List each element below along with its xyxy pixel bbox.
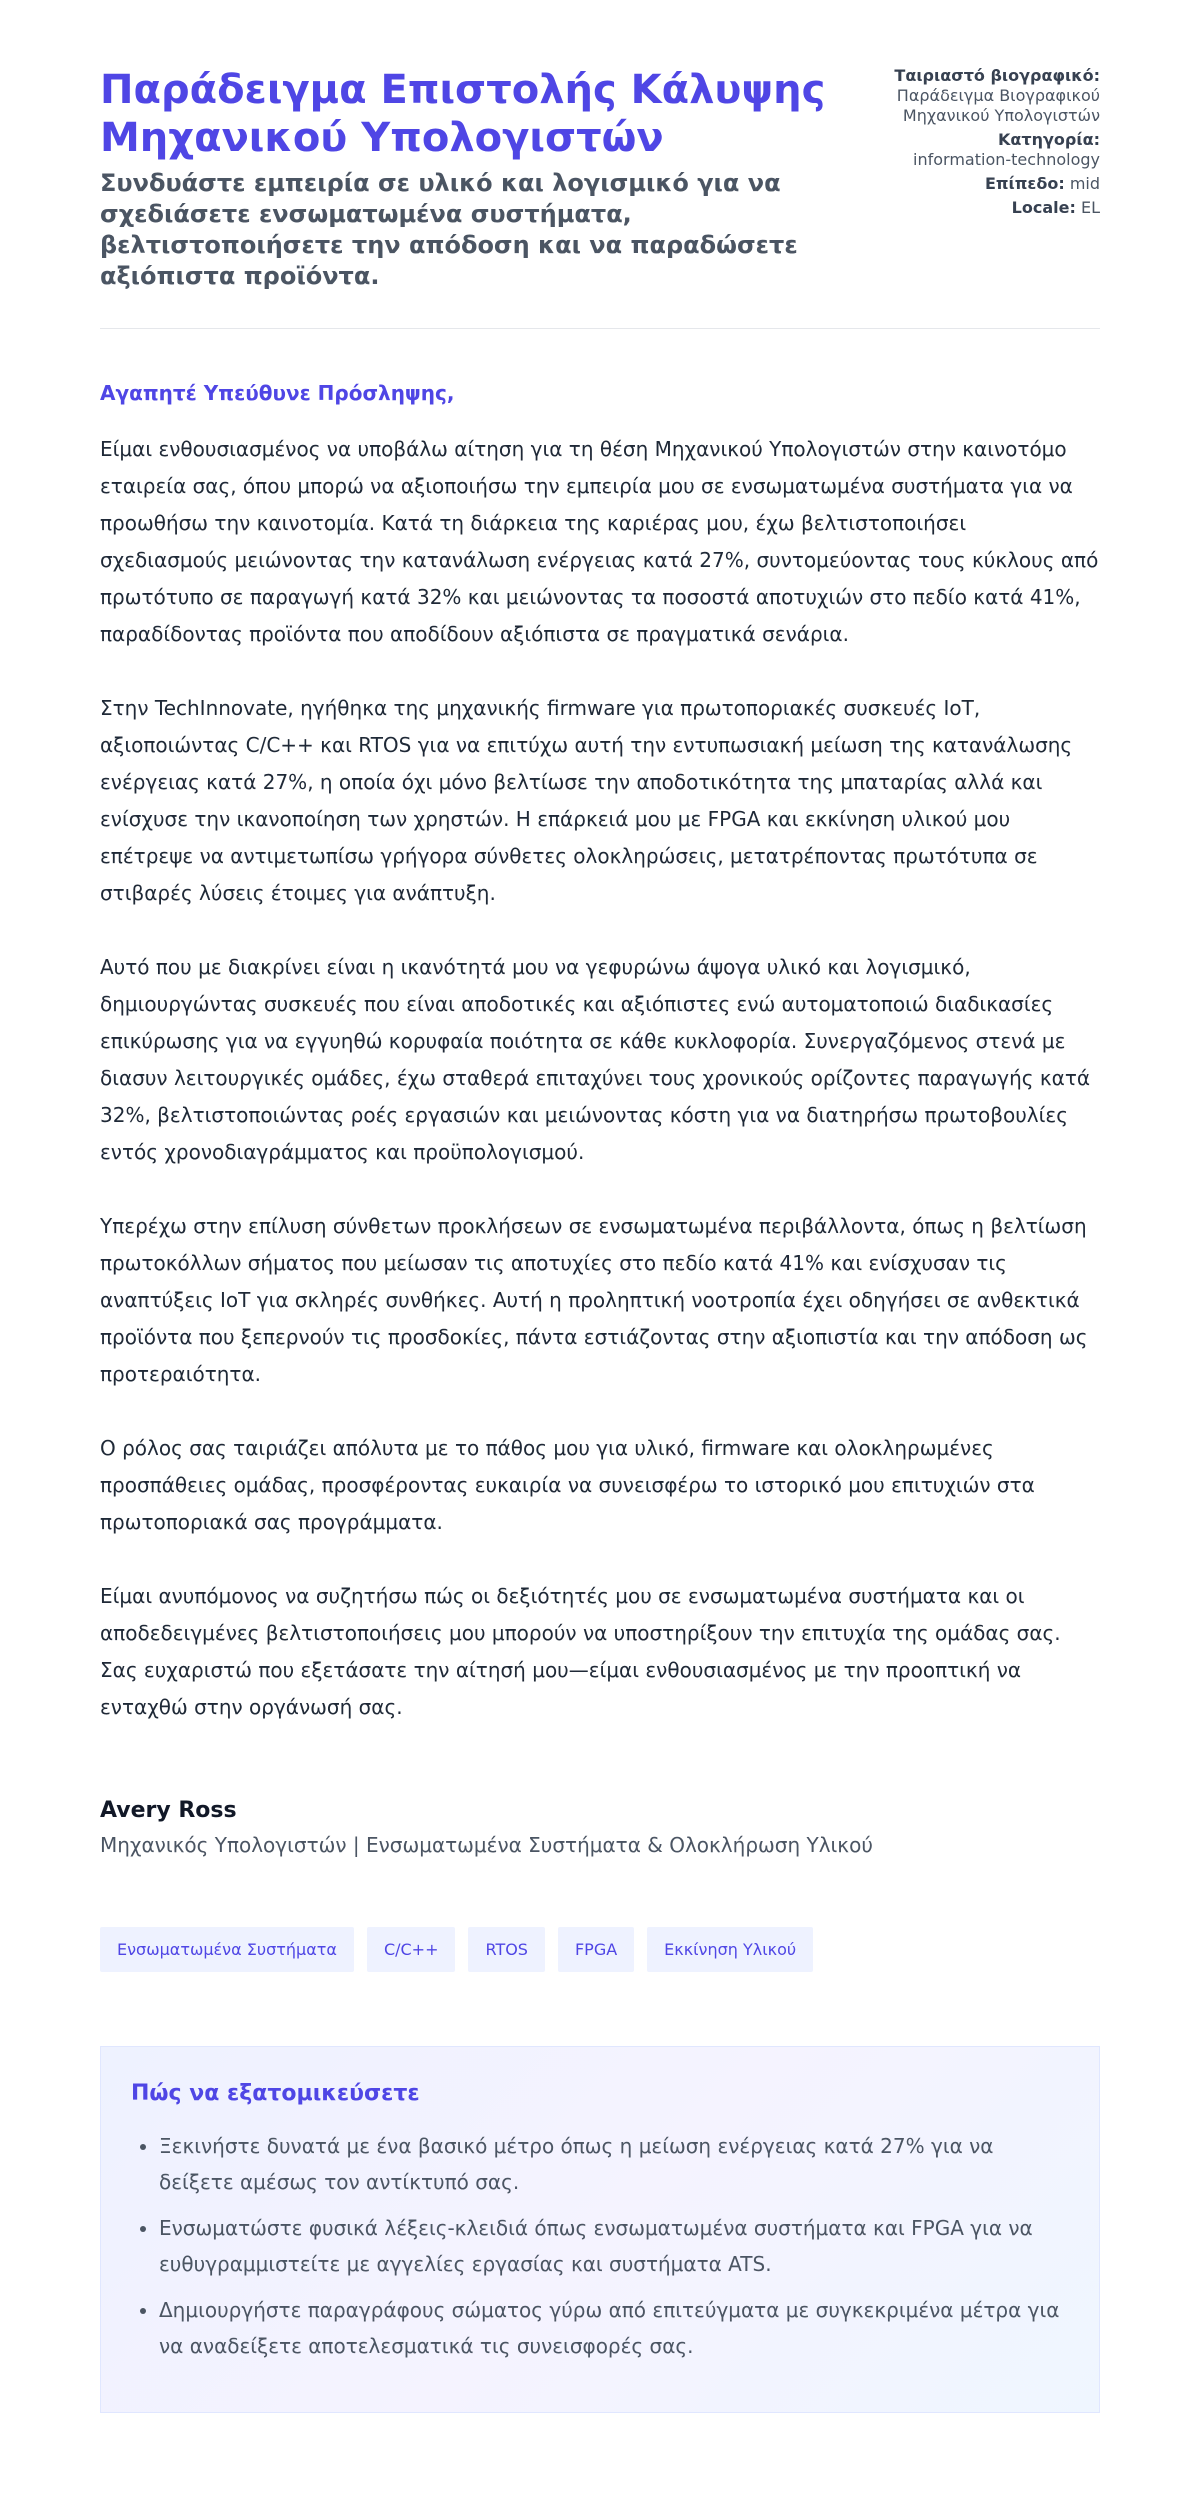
page [100, 0, 1100, 2413]
meta-resume-label: Ταιριαστό βιογραφικό: [894, 66, 1100, 85]
salutation: Αγαπητέ Υπεύθυνε Πρόσληψης, [100, 381, 455, 405]
letter-paragraph: Είμαι ενθουσιασμένος να υποβάλω αίτηση για τη θέση Μηχανικού Υπολογιστών στην καινοτόμο εταιρεία σας, όπου μπορώ να αξιοποιήσω την εμπειρία μου σε ενσωματωμένα συστήματα για να προωθήσω την καινοτομία. Κατά τη διάρκεια της καριέρας μου, έχω βελτιστοποιήσει σχεδιασμούς μειώνοντας την κατανάλωση ενέργειας κατά 27%, συντομεύοντας τους κύκλους από πρωτότυπο σε παραγωγή κατά 32% και μειώνοντας τα ποσοστά αποτυχιών στο πεδίο κατά 41%, παραδίδοντας προϊόντα που αποδίδουν αξιόπιστα σε πραγματικά σενάρια. [100, 437, 1099, 646]
meta-panel [885, 66, 1100, 222]
tips-title: Πώς να εξατομικεύσετε [131, 2081, 420, 2106]
tip-item: • Ξεκινήστε δυνατά με ένα βασικό μέτρο όπως η μείωση ενέργειας κατά 27% για να δείξετε αμέσως τον αντίκτυπό σας. [159, 2128, 1069, 2200]
tip-item: • Ενσωματώστε φυσικά λέξεις-κλειδιά όπως ενσωματωμένα συστήματα και FPGA για να ευθυγραμμιστείτε με αγγελίες εργασίας και συστήματα ATS. [159, 2210, 1069, 2282]
meta-resume [885, 66, 1100, 126]
meta-locale-value: EL [1080, 198, 1100, 217]
letter-paragraph: Ο ρόλος σας ταιριάζει απόλυτα με το πάθος μου για υλικό, firmware και ολοκληρωμένες προσπάθειες ομάδας, προσφέροντας ευκαιρία να συνεισφέρω το ιστορικό μου επιτυχιών στα πρωτοποριακά σας προγράμματα. [100, 1436, 1035, 1534]
tips-list [131, 2128, 1069, 2364]
skill-tag: C/C++ [367, 1927, 456, 1972]
skill-tag: Ενσωματωμένα Συστήματα [100, 1927, 354, 1972]
signature-role: Μηχανικός Υπολογιστών | Ενσωματωμένα Συστήματα & Ολοκλήρωση Υλικού [100, 1833, 873, 1857]
tip-item: • Δημιουργήστε παραγράφους σώματος γύρω από επιτεύγματα με συγκεκριμένα μέτρα για να αναδείξετε αποτελεσματικά τις συνεισφορές σας. [159, 2292, 1069, 2364]
signature-name: Avery Ross [100, 1798, 237, 1823]
document-header [100, 66, 1100, 329]
meta-category-label: Κατηγορία: [998, 130, 1100, 149]
meta-level [885, 174, 1100, 194]
title-block [100, 66, 870, 292]
letter-paragraph: Είμαι ανυπόμονος να συζητήσω πώς οι δεξιότητές μου σε ενσωματωμένα συστήματα και οι αποδεδειγμένες βελτιστοποιήσεις μου μπορούν να υποστηρίξουν την επιτυχία της ομάδας σας. Σας ευχαριστώ που εξετάσατε την αίτησή μου—είμαι ενθουσιασμένος με την προοπτική να ενταχθώ στην οργάνωσή σας. [100, 1584, 1061, 1719]
meta-level-value: mid [1069, 174, 1100, 193]
letter-paragraph: Στην TechInnovate, ηγήθηκα της μηχανικής firmware για πρωτοποριακές συσκευές IoT, αξιοποιώντας C/C++ και RTOS για να επιτύχω αυτή την εντυπωσιακή μείωση της κατανάλωσης ενέργειας κατά 27%, η οποία όχι μόνο βελτίωσε την αποδοτικότητα της μπαταρίας αλλά και ενίσχυσε την ικανοποίηση των χρηστών. Η επάρκειά μου με FPGA και εκκίνηση υλικού μου επέτρεψε να αντιμετωπίσω γρήγορα σύνθετες ολοκληρώσεις, μετατρέποντας πρωτότυπα σε στιβαρές λύσεις έτοιμες για ανάπτυξη. [100, 696, 1073, 905]
skill-tag: RTOS [468, 1927, 544, 1972]
meta-resume-value: Παράδειγμα Βιογραφικού Μηχανικού Υπολογιστών [896, 86, 1100, 125]
meta-level-label: Επίπεδο: [984, 174, 1065, 193]
letter-paragraph: Υπερέχω στην επίλυση σύνθετων προκλήσεων σε ενσωματωμένα περιβάλλοντα, όπως η βελτίωση πρωτοκόλλων σήματος που μείωσαν τις αποτυχίες στο πεδίο κατά 41% και ενίσχυσαν τις αναπτύξεις IoT για σκληρές συνθήκες. Αυτή η προληπτική νοοτροπία έχει οδηγήσει σε ανθεκτικά προϊόντα που ξεπερνούν τις προσδοκίες, πάντα εστιάζοντας στην αξιοπιστία και την απόδοση ως προτεραιότητα. [100, 1214, 1088, 1386]
page-title: Παράδειγμα Επιστολής Κάλυψης Μηχανικού Υπολογιστών [100, 67, 826, 161]
meta-category [885, 130, 1100, 170]
skill-tag: Εκκίνηση Υλικού [647, 1927, 813, 1972]
meta-category-value: information-technology [913, 150, 1100, 169]
meta-locale [885, 198, 1100, 218]
page-subtitle: Συνδυάστε εμπειρία σε υλικό και λογισμικό για να σχεδιάσετε ενσωματωμένα συστήματα, βελτιστοποιήσετε την απόδοση και να παραδώσετε αξιόπιστα προϊόντα. [100, 169, 798, 290]
skill-tags [100, 1927, 1100, 1972]
letter-paragraph: Αυτό που με διακρίνει είναι η ικανότητά μου να γεφυρώνω άψογα υλικό και λογισμικό, δημιουργώντας συσκευές που είναι αποδοτικές και αξιόπιστες ενώ αυτοματοποιώ διαδικασίες επικύρωσης για να εγγυηθώ κορυφαία ποιότητα σε κάθε κυκλοφορία. Συνεργαζόμενος στενά με διασυν λειτουργικές ομάδες, έχω σταθερά επιταχύνει τους χρονικούς ορίζοντες παραγωγής κατά 32%, βελτιστοποιώντας ροές εργασιών και μειώνοντας κόστη για να διατηρήσω πρωτοβουλίες εντός χρονοδιαγράμματος και προϋπολογισμού. [100, 955, 1091, 1164]
skill-tag: FPGA [558, 1927, 634, 1972]
customization-tips [100, 2046, 1100, 2413]
letter-body [100, 381, 1100, 1857]
meta-locale-label: Locale: [1011, 198, 1076, 217]
